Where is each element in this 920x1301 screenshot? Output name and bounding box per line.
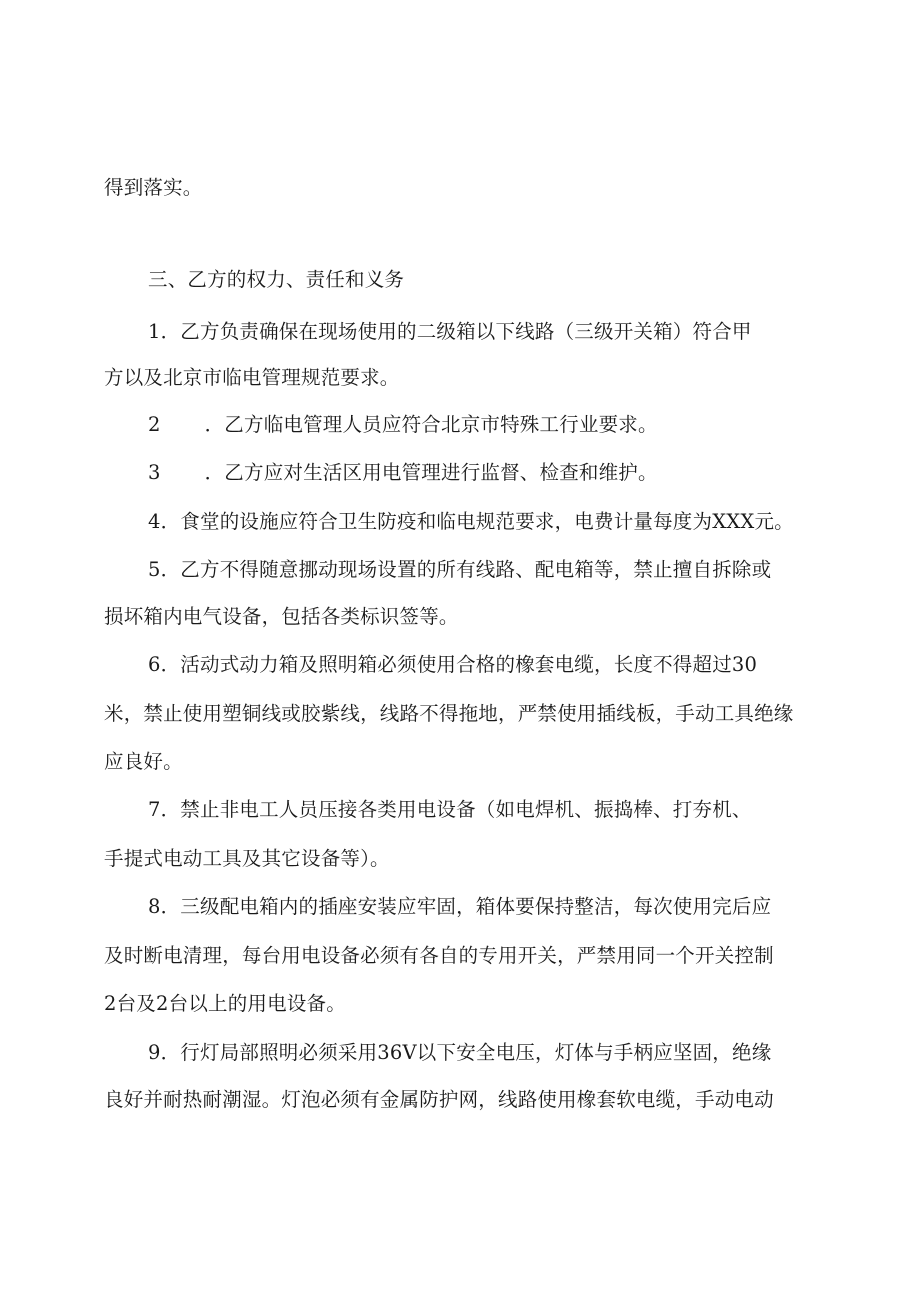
item-text: ．乙方临电管理人员应符合北京市特殊工行业要求。: [204, 413, 658, 436]
item-number: 3: [148, 461, 161, 484]
paragraph-line: 5．乙方不得随意挪动现场设置的所有线路、配电箱等，禁止擅自拆除或: [148, 558, 772, 581]
paragraph-line: 6．活动式动力箱及照明箱必须使用合格的橡套电缆，长度不得超过30: [148, 653, 758, 676]
paragraph-line: 4．食堂的设施应符合卫生防疫和临电规范要求，电费计量每度为XXX元。: [148, 510, 794, 533]
paragraph-line: 应良好。: [104, 750, 183, 773]
text-line: 得到落实。: [104, 176, 203, 199]
paragraph-line: 米，禁止使用塑铜线或胶紫线，线路不得拖地，严禁使用插线板，手动工具绝缘: [104, 702, 794, 725]
paragraph-line: [148, 411, 658, 439]
paragraph-line: 手提式电动工具及其它设备等）。: [104, 847, 390, 870]
paragraph-line: 8．三级配电箱内的插座安装应牢固，箱体要保持整洁，每次使用完后应: [148, 895, 772, 918]
item-text: ．乙方应对生活区用电管理进行监督、检查和维护。: [204, 461, 658, 484]
paragraph-line: 良好并耐热耐潮湿。灯泡必须有金属防护网，线路使用橡套软电缆，手动电动: [104, 1088, 774, 1111]
item-number: 2: [148, 413, 161, 436]
paragraph-line: 及时断电清理，每台用电设备必须有各自的专用开关，严禁用同一个开关控制: [104, 944, 774, 967]
paragraph-line: 9．行灯局部照明必须采用36V以下安全电压，灯体与手柄应坚固，绝缘: [148, 1041, 772, 1064]
paragraph-line: 7．禁止非电工人员压接各类用电设备（如电焊机、振捣棒、打夯机、: [148, 798, 752, 821]
paragraph-line: 2台及2台以上的用电设备。: [104, 992, 346, 1015]
paragraph-line: 1．乙方负责确保在现场使用的二级箱以下线路（三级开关箱）符合甲: [148, 320, 752, 343]
paragraph-line: [148, 459, 658, 487]
paragraph-line: 损坏箱内电气设备，包括各类标识签等。: [104, 605, 459, 628]
section-heading: 三、乙方的权力、责任和义务: [148, 268, 405, 291]
paragraph-line: 方以及北京市临电管理规范要求。: [104, 366, 400, 389]
